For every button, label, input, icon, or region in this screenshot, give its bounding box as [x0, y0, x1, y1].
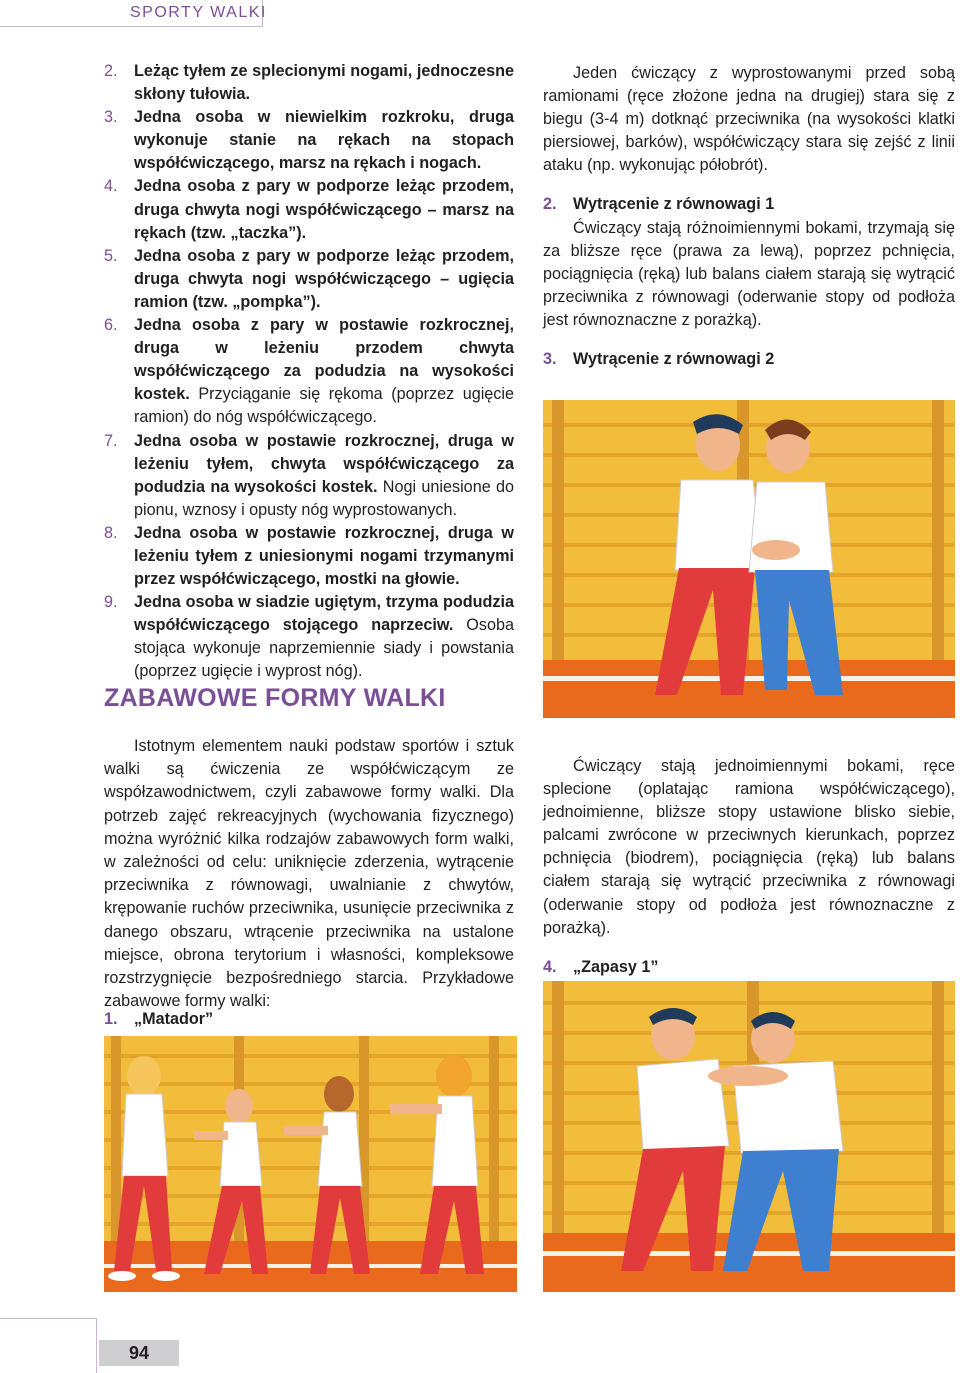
list-item-text: Przyciąganie się rękoma (poprzez ugięcie ramion) do nóg współćwiczącego.: [134, 385, 514, 427]
game-number: 3.: [543, 350, 557, 369]
list-item-bold-text: Jedna osoba w siadzie ugiętym, trzyma podudzia współćwiczącego stojącego naprzeciw.: [134, 593, 514, 635]
list-item: [104, 175, 514, 244]
right-column-lower: [543, 755, 955, 979]
list-item: [104, 591, 514, 683]
list-item: [104, 314, 514, 429]
list-item-number: 4.: [104, 177, 118, 196]
section-intro: Istotnym elementem nauki podstaw sportów i sztuk walki są ćwiczenia ze współćwiczącym ze współzawodnictwem, czyli zabawowe formy walki. Dla potrzeb zajęć rekreacyjnych (wychowania fizycznego) można wyróżnić kilka rodzajów zabawowych form walki, w zależności od celu: uniknięcie zderzenia, wytrącenie przeciwnika z równowagi, uwalnianie z chwytów, krępowanie ruchów przeciwnika, usunięcie przeciwnika z danego obszaru, wtrącenie przeciwnika na ustalone miejsce, obrona terytorium i własności, kompleksowe rozstrzygnięcie bezpośredniego starcia. Przykładowe zabawowe formy walki:: [104, 737, 514, 1011]
running-title: SPORTY WALKI: [130, 4, 267, 21]
page-header: [0, 0, 960, 30]
matador-illustration: [104, 1036, 517, 1292]
list-item-number: 9.: [104, 593, 118, 612]
list-item-text: Osoba stojąca wykonuje naprzemiennie siady i powstania (poprzez ugięcie i wyprost nóg).: [134, 616, 514, 681]
list-item: [104, 60, 514, 106]
list-item-number: 7.: [104, 431, 118, 450]
game-title: Wytrącenie z równowagi 2: [573, 350, 775, 369]
balance-2-description: Ćwiczący stają jednoimiennymi bokami, ręce splecione (oplatając ramiona współćwiczącego), jednoimienne, bliższe stopy ustawione blisko siebie, palcami zwrócone w przeciwnych kierunkach, poprzez pchnięcia (biodrem), pociągnięcia (ręką) lub balans ciałem starają się wytrącić przeciwnika z równowagi (oderwanie stopy od podłoża jest równoznaczne z porażką).: [543, 757, 955, 937]
list-item: [104, 245, 514, 314]
list-item-number: 2.: [104, 62, 118, 80]
list-item-bold-text: Jedna osoba z pary w podporze leżąc przodem, druga chwyta nogi współćwiczącego – marsz na rękach (tzw. „taczka”).: [134, 177, 514, 242]
footer-frame: [0, 1318, 97, 1373]
list-item-text: Nogi uniesione do pionu, wznosy i opusty nóg wyprostowanych.: [134, 477, 514, 519]
game-title: „Matador”: [134, 1010, 214, 1028]
game-heading-wrestling: [543, 956, 955, 979]
game-number: 2.: [543, 195, 557, 214]
game-heading-balance-2: [543, 348, 955, 371]
balance-1-description: Ćwiczący stają różnoimiennymi bokami, trzymają się za bliższe ręce (prawa za lewą), poprzez pchnięcia, pociągnięcia (ręką) lub balans ciałem starają się wytrącić przeciwnika z równowagi (oderwanie stopy od podłoża jest równoznaczne z porażką).: [543, 218, 955, 329]
balance-illustration: [543, 400, 955, 718]
list-item-bold-text: Jedna osoba w postawie rozkrocznej, druga w leżeniu tyłem z uniesionymi nogami trzymanymi przez współćwiczącego, mostki na głowie.: [134, 523, 514, 589]
game-title: Wytrącenie z równowagi 1: [573, 195, 775, 214]
list-item-bold-text: Jedna osoba z pary w postawie rozkrocznej, druga w leżeniu przodem chwyta współćwiczącego za podudzia na wysokości kostek.: [134, 316, 514, 404]
game-heading-matador: [104, 1010, 213, 1029]
list-item: [104, 430, 514, 522]
list-item-bold-text: Jedna osoba w postawie rozkrocznej, druga w leżeniu tyłem, chwyta współćwiczącego za podudzia na wysokości kostek.: [134, 431, 514, 496]
list-item-bold-text: Leżąc tyłem ze splecionymi nogami, jednoczesne skłony tułowia.: [134, 62, 514, 104]
exercise-list: [104, 60, 514, 684]
list-item-number: 5.: [104, 246, 118, 265]
game-number: 1.: [104, 1010, 118, 1028]
exercise-list-column: [104, 60, 514, 684]
page-number: 94: [99, 1340, 179, 1366]
game-number: 4.: [543, 957, 557, 976]
list-item-number: 3.: [104, 108, 118, 127]
game-heading-balance-1: [543, 193, 955, 216]
wrestling-illustration: [543, 981, 955, 1292]
list-item: [104, 522, 514, 591]
list-item-bold-text: Jedna osoba z pary w podporze leżąc przodem, druga chwyta nogi współćwiczącego – ugięcia ramion (tzw. „pompka”).: [134, 246, 514, 311]
list-item: [104, 106, 514, 175]
game-title: „Zapasy 1”: [573, 957, 659, 976]
section-title: ZABAWOWE FORMY WALKI: [104, 684, 446, 712]
list-item-number: 6.: [104, 316, 118, 335]
list-item-number: 8.: [104, 523, 118, 542]
matador-description: Jeden ćwiczący z wyprostowanymi przed sobą ramionami (ręce złożone jedna na drugiej) stara się z biegu (3-4 m) dotknąć przeciwnika (na wysokości klatki piersiowej, barków), współćwiczący stara się zejść z linii ataku (np. wykonując półobrót).: [543, 64, 955, 175]
right-column: [543, 62, 955, 371]
list-item-bold-text: Jedna osoba w niewielkim rozkroku, druga wykonuje stanie na rękach na stopach współćwiczącego, marsz na rękach i nogach.: [134, 108, 514, 173]
